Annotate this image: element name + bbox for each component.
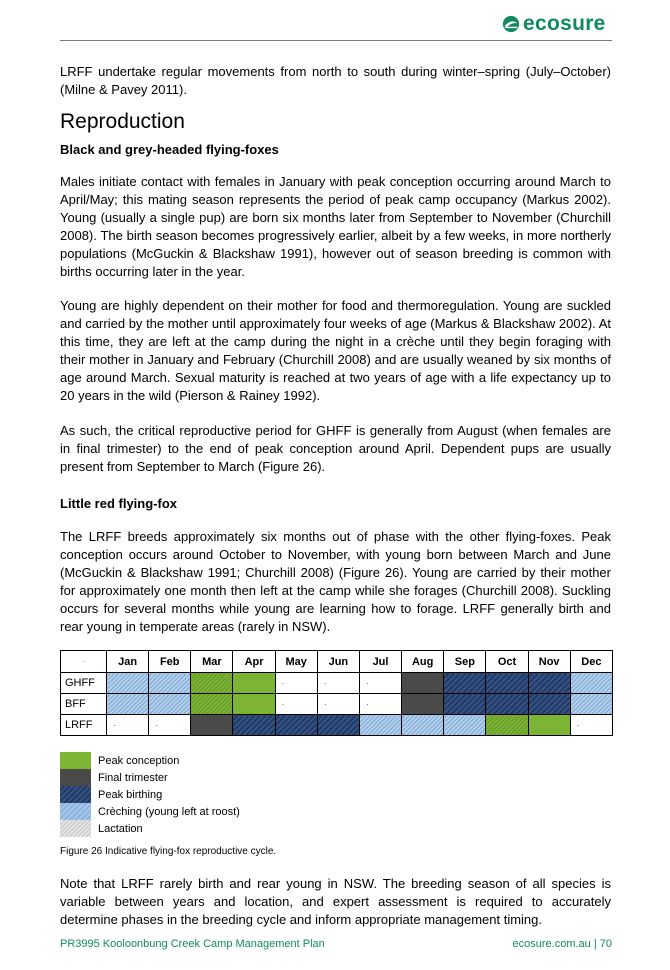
phase-cell: · [275,673,317,694]
phase-cell [191,673,233,694]
species-label: LRFF [61,715,107,736]
legend-label: Lactation [98,823,143,835]
month-header: Jan [107,651,149,673]
phase-cell [191,715,233,736]
table-body [61,673,613,736]
table-row [61,673,613,694]
phase-cell [107,694,149,715]
legend-label: Crèching (young left at roost) [98,806,240,818]
section-title: Reproduction [60,110,185,133]
legend-item-peak-conception [60,752,300,769]
header-divider [60,40,612,41]
phase-cell: · [275,694,317,715]
paragraph-critical-period: As such, the critical reproductive period for GHFF is generally from August (when females are in final trimester) to the end of peak conception around April. Dependent pups are usually present from September to March (Figure 26). [60,423,611,474]
phase-cell: · [317,673,359,694]
phase-cell [317,715,359,736]
legend-item-final-trimester [60,769,300,786]
legend-item-lactation [60,820,300,837]
table-header-row [61,651,613,673]
phase-cell [402,694,444,715]
phase-cell [486,694,528,715]
paragraph-mating: Males initiate contact with females in January with peak conception occurring around March to April/May; this mating season represents the period of peak camp occupancy (Markus 2002). Young (usually a single pup) are born six months later from September to November (Churchill 2008). The birth season becomes progressively earlier, albeit by a few weeks, in more northerly populations (McGuckin & Blackshaw 1991), however out of season breeding is common with births occurring later in the year. [60,174,611,279]
legend-label: Final trimester [98,772,168,784]
phase-cell: · [359,673,401,694]
legend-item-creching [60,803,300,820]
phase-cell [191,694,233,715]
phase-cell [570,673,612,694]
legend-label: Peak conception [98,755,180,767]
month-header: Apr [233,651,275,673]
phase-cell [233,694,275,715]
legend-swatch [60,786,91,803]
phase-cell [107,673,149,694]
subheading-lrff: Little red flying-fox [60,496,177,511]
species-label: GHFF [61,673,107,694]
footer-site-page: ecosure.com.au | 70 [512,938,612,950]
phase-cell [486,715,528,736]
phase-cell [444,694,486,715]
table-row [61,694,613,715]
phase-cell [233,673,275,694]
table-row [61,715,613,736]
legend-swatch [60,820,91,837]
figure-caption: Figure 26 Indicative flying-fox reproductive cycle. [60,846,277,857]
footer-document-title: PR3995 Kooloonbung Creek Camp Management Plan [60,938,325,950]
legend-swatch [60,803,91,820]
intro-paragraph: LRFF undertake regular movements from north to south during winter–spring (July–October) (Milne & Pavey 2011). [60,64,611,97]
month-header: Aug [402,651,444,673]
phase-cell [275,715,317,736]
month-header: Nov [528,651,570,673]
phase-cell [233,715,275,736]
phase-cell [528,673,570,694]
paragraph-note: Note that LRFF rarely birth and rear young in NSW. The breeding season of all species is variable between years and location, and expert assessment is required to accurately determine phases in the breeding cycle and inform appropriate management timing. [60,876,611,927]
table-corner: · [61,651,107,673]
species-label: BFF [61,694,107,715]
month-header: Mar [191,651,233,673]
ecosure-leaf-icon [502,15,520,33]
brand-name: ecosure [523,12,606,35]
phase-cell [528,715,570,736]
subheading-black-grey: Black and grey-headed flying-foxes [60,142,279,157]
phase-cell [149,673,191,694]
phase-cell [444,715,486,736]
phase-cell [359,715,401,736]
brand-logo [502,12,606,36]
month-header: Dec [570,651,612,673]
phase-cell [486,673,528,694]
reproductive-cycle-table [60,650,613,736]
month-header: Jun [317,651,359,673]
phase-cell: · [570,715,612,736]
month-header: May [275,651,317,673]
month-header: Sep [444,651,486,673]
phase-cell [570,694,612,715]
phase-cell [149,694,191,715]
legend-swatch [60,752,91,769]
legend-label: Peak birthing [98,789,163,801]
phase-cell: · [149,715,191,736]
phase-cell: · [359,694,401,715]
phase-cell [528,694,570,715]
legend-item-peak-birthing [60,786,300,803]
legend-swatch [60,769,91,786]
paragraph-young: Young are highly dependent on their mother for food and thermoregulation. Young are suckled and carried by the mother until approximately four weeks of age (Markus & Blackshaw 2002). At this time, they are left at the camp during the night in a crèche until they begin foraging with their mother in January and February (Churchill 2008) and are usually weaned by six months of age around March. Sexual maturity is reached at two years of age with a life expectancy up to 20 years in the wild (Pierson & Rainey 1992). [60,298,611,403]
phase-cell [444,673,486,694]
phase-cell: · [317,694,359,715]
month-header: Jul [359,651,401,673]
paragraph-lrff: The LRFF breeds approximately six months out of phase with the other flying-foxes. Peak conception occurs around October to November, with young born between March and June (McGuckin & Blackshaw 1991; Churchill 2008) (Figure 26). Young are carried by their mother for approximately one month then left at the camp while she forages (Churchill 2008). Suckling occurs for several months while young are learning how to forage. LRFF generally birth and rear young in temperate areas (rarely in NSW). [60,529,611,634]
phase-cell [402,715,444,736]
month-header: Feb [149,651,191,673]
phase-cell: · [107,715,149,736]
month-header: Oct [486,651,528,673]
phase-cell [402,673,444,694]
